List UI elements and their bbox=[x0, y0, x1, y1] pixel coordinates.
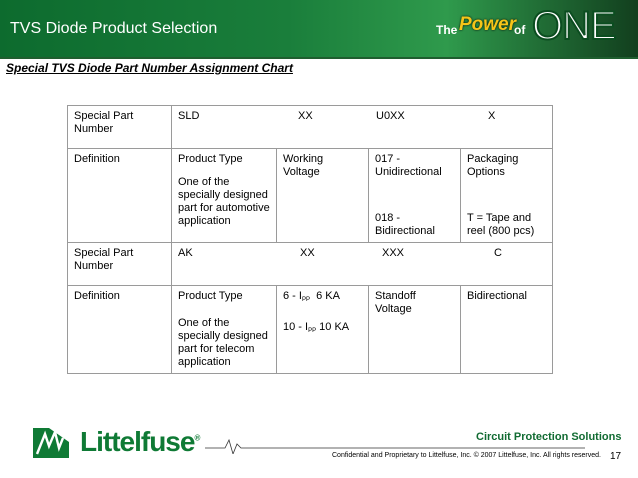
ipp-prefix: 6 - I bbox=[283, 290, 302, 302]
cell-working-voltage: Working Voltage bbox=[277, 149, 369, 243]
ipp-subscript: PP bbox=[308, 328, 317, 334]
cell-direction bbox=[369, 149, 461, 243]
code-segment: XX bbox=[300, 247, 315, 259]
table-row bbox=[68, 149, 553, 243]
packaging-description: T = Tape and reel (800 pcs) bbox=[467, 212, 535, 237]
product-description: One of the specially designed part for telecom application bbox=[178, 317, 268, 368]
row-label: Special Part Number bbox=[68, 106, 172, 149]
ipp-value: 6 KA bbox=[316, 290, 340, 302]
code-segment: C bbox=[494, 247, 502, 259]
part-number-table bbox=[67, 105, 553, 374]
logo-wordmark: Littelfuse bbox=[80, 426, 195, 457]
table-row bbox=[68, 243, 553, 286]
ipp-10ka bbox=[283, 321, 349, 333]
product-type-label: Product Type bbox=[178, 290, 243, 302]
brand-power: Power bbox=[459, 14, 517, 35]
code-segment: AK bbox=[178, 247, 193, 259]
page-number: 17 bbox=[610, 451, 622, 462]
slide-title: TVS Diode Product Selection bbox=[10, 20, 218, 37]
cell-ipp bbox=[277, 286, 369, 374]
direction-uni: 017 - Unidirectional bbox=[375, 153, 442, 178]
table-row bbox=[68, 106, 553, 149]
header-bar bbox=[0, 0, 638, 57]
ipp-prefix: 10 - I bbox=[283, 321, 309, 333]
brand-of: of bbox=[514, 23, 526, 37]
ipp-subscript: PP bbox=[301, 297, 310, 303]
ipp-6ka bbox=[283, 290, 340, 302]
company-logo-text bbox=[80, 426, 199, 458]
packaging-label: Packaging Options bbox=[467, 153, 519, 178]
row-label: Definition bbox=[68, 149, 172, 243]
registered-mark: ® bbox=[194, 433, 200, 443]
brand-the: The bbox=[436, 23, 458, 37]
code-segment: SLD bbox=[178, 110, 200, 122]
footer bbox=[0, 412, 638, 478]
header-divider bbox=[0, 57, 638, 59]
code-segment: XX bbox=[298, 110, 313, 122]
product-description: One of the specially designed part for automotive application bbox=[178, 176, 270, 227]
part-code-cell bbox=[172, 106, 553, 149]
code-segment: X bbox=[488, 110, 496, 122]
cell-packaging bbox=[461, 149, 553, 243]
cell-bidirectional: Bidirectional bbox=[461, 286, 553, 374]
direction-bi: 018 - Bidirectional bbox=[375, 212, 435, 237]
cell-product-type bbox=[172, 286, 277, 374]
code-segment: U0XX bbox=[376, 110, 405, 122]
legal-notice: Confidential and Proprietary to Littelfuse, Inc. © 2007 Littelfuse, Inc. All rights reserved. bbox=[332, 452, 601, 459]
power-of-one-logo bbox=[436, 4, 636, 52]
row-label: Definition bbox=[68, 286, 172, 374]
code-segment: XXX bbox=[382, 247, 405, 259]
tagline: Circuit Protection Solutions bbox=[476, 431, 622, 443]
product-type-label: Product Type bbox=[178, 153, 243, 165]
part-code-cell bbox=[172, 243, 553, 286]
cell-standoff: Standoff Voltage bbox=[369, 286, 461, 374]
littelfuse-logo-icon bbox=[31, 424, 71, 460]
table-row bbox=[68, 286, 553, 374]
row-label: Special Part Number bbox=[68, 243, 172, 286]
brand-one: ONE bbox=[532, 4, 616, 48]
chart-subtitle: Special TVS Diode Part Number Assignment Chart bbox=[6, 61, 293, 75]
cell-product-type bbox=[172, 149, 277, 243]
ipp-value: 10 KA bbox=[319, 321, 350, 333]
